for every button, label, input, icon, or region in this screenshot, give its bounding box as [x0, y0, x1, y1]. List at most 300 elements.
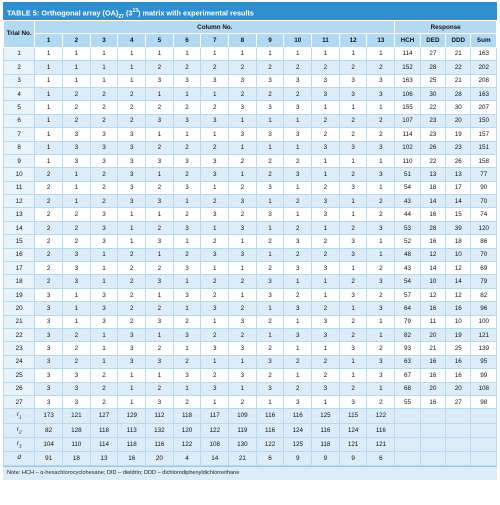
- table-cell: 3: [118, 141, 146, 154]
- table-cell: 1: [229, 47, 257, 60]
- table-cell: 53: [395, 221, 420, 234]
- table-cell: 2: [256, 262, 284, 275]
- table-cell: 2: [284, 87, 312, 100]
- table-cell: 1: [35, 87, 63, 100]
- table-cell: 2: [367, 342, 395, 355]
- table-cell: 3: [229, 74, 257, 87]
- table-cell: 14: [420, 195, 445, 208]
- table-cell: 1: [173, 235, 201, 248]
- table-cell: 208: [471, 74, 497, 87]
- factor-value-cell: 108: [201, 437, 229, 451]
- table-cell: 2: [312, 114, 340, 127]
- factor-value-cell: 118: [173, 409, 201, 423]
- factor-value-cell: 121: [339, 437, 367, 451]
- table-cell: 2: [90, 87, 118, 100]
- table-cell: 1: [284, 315, 312, 328]
- trial-number-cell: 16: [4, 248, 35, 261]
- table-cell: 2: [201, 235, 229, 248]
- column-header-4: 4: [118, 34, 146, 47]
- table-cell: 3: [339, 288, 367, 301]
- table-cell: 2: [90, 114, 118, 127]
- factor-value-cell: 115: [339, 409, 367, 423]
- table-cell: 1: [63, 315, 91, 328]
- table-cell: 43: [395, 195, 420, 208]
- table-cell: 1: [256, 302, 284, 315]
- table-cell: 3: [256, 181, 284, 194]
- table-cell: 1: [256, 114, 284, 127]
- table-cell: 1: [339, 302, 367, 315]
- table-cell: 1: [35, 114, 63, 127]
- table-cell: 3: [367, 355, 395, 368]
- table-cell: 3: [118, 128, 146, 141]
- table-cell: 64: [395, 302, 420, 315]
- table-cell: 3: [118, 328, 146, 341]
- table-cell: 20: [446, 114, 471, 127]
- table-cell: 3: [256, 275, 284, 288]
- table-cell: 54: [395, 275, 420, 288]
- table-cell: 1: [229, 141, 257, 154]
- table-cell: 3: [63, 262, 91, 275]
- factor-value-cell: 121: [367, 437, 395, 451]
- column-header-8: 8: [229, 34, 257, 47]
- table-cell: 23: [420, 114, 445, 127]
- column-header-13: 13: [367, 34, 395, 47]
- table-cell: 114: [395, 128, 420, 141]
- table-cell: 1: [35, 101, 63, 114]
- column-header-6: 6: [173, 34, 201, 47]
- table-cell: 1: [35, 128, 63, 141]
- table-cell: 22: [420, 154, 445, 167]
- table-cell: 3: [312, 87, 340, 100]
- table-cell: 152: [395, 61, 420, 74]
- table-cell: 3: [367, 87, 395, 100]
- table-cell: 2: [173, 168, 201, 181]
- table-cell: 1: [312, 275, 340, 288]
- table-cell: 3: [312, 328, 340, 341]
- table-cell: 3: [229, 315, 257, 328]
- factor-value-cell: 124: [339, 423, 367, 437]
- column-group-header: Column No.: [35, 21, 395, 34]
- table-cell: 2: [90, 195, 118, 208]
- table-cell: 2: [146, 181, 174, 194]
- table-cell: 1: [90, 61, 118, 74]
- table-cell: 1: [312, 342, 340, 355]
- table-row: [4, 74, 497, 87]
- table-cell: 79: [395, 315, 420, 328]
- factor-value-cell: 114: [90, 437, 118, 451]
- factor-row: [4, 452, 497, 466]
- table-row: [4, 275, 497, 288]
- table-cell: 25: [446, 342, 471, 355]
- factor-value-cell: 13: [90, 452, 118, 466]
- empty-cell: [446, 452, 471, 466]
- empty-cell: [395, 452, 420, 466]
- empty-cell: [471, 437, 497, 451]
- table-cell: 3: [284, 262, 312, 275]
- table-cell: 1: [201, 355, 229, 368]
- trial-number-cell: 22: [4, 328, 35, 341]
- table-cell: 3: [367, 74, 395, 87]
- table-cell: 3: [229, 248, 257, 261]
- table-cell: 16: [420, 355, 445, 368]
- table-cell: 2: [90, 168, 118, 181]
- table-cell: 3: [146, 195, 174, 208]
- table-cell: 19: [446, 328, 471, 341]
- table-cell: 3: [284, 128, 312, 141]
- table-cell: 2: [201, 101, 229, 114]
- table-cell: 2: [201, 195, 229, 208]
- table-cell: 207: [471, 101, 497, 114]
- table-cell: 2: [229, 208, 257, 221]
- factor-value-cell: 82: [35, 423, 63, 437]
- table-cell: 2: [118, 87, 146, 100]
- table-cell: 1: [367, 154, 395, 167]
- table-cell: 1: [90, 47, 118, 60]
- table-row: [4, 114, 497, 127]
- table-cell: 3: [35, 328, 63, 341]
- table-cell: 12: [446, 288, 471, 301]
- table-cell: 1: [284, 342, 312, 355]
- factor-label-cell: $r_2$: [4, 423, 35, 437]
- table-cell: 13: [446, 168, 471, 181]
- table-cell: 1: [339, 154, 367, 167]
- table-cell: 1: [146, 128, 174, 141]
- table-cell: 3: [229, 101, 257, 114]
- table-cell: 1: [284, 47, 312, 60]
- table-cell: 2: [367, 288, 395, 301]
- empty-cell: [471, 409, 497, 423]
- table-cell: 93: [395, 342, 420, 355]
- table-cell: 1: [118, 221, 146, 234]
- table-cell: 3: [90, 315, 118, 328]
- empty-cell: [420, 409, 445, 423]
- table-cell: 21: [420, 342, 445, 355]
- table-cell: 2: [229, 61, 257, 74]
- table-cell: 3: [312, 141, 340, 154]
- table-cell: 157: [471, 128, 497, 141]
- table-cell: 2: [90, 101, 118, 114]
- table-cell: 3: [63, 141, 91, 154]
- table-cell: 1: [367, 328, 395, 341]
- table-cell: 70: [471, 248, 497, 261]
- table-cell: 21: [446, 47, 471, 60]
- table-cell: 2: [256, 235, 284, 248]
- factor-value-cell: 122: [367, 409, 395, 423]
- table-cell: 2: [339, 328, 367, 341]
- table-cell: 2: [35, 181, 63, 194]
- factor-value-cell: 18: [63, 452, 91, 466]
- table-cell: 39: [446, 221, 471, 234]
- table-cell: 2: [35, 168, 63, 181]
- factor-value-cell: 122: [173, 437, 201, 451]
- table-cell: 1: [229, 288, 257, 301]
- column-header-9: 9: [256, 34, 284, 47]
- table-cell: 3: [312, 315, 340, 328]
- trial-header: Trial No.: [4, 21, 35, 48]
- factor-value-cell: 9: [312, 452, 340, 466]
- table-cell: 1: [63, 47, 91, 60]
- table-cell: 2: [35, 221, 63, 234]
- trial-number-cell: 18: [4, 275, 35, 288]
- table-cell: 2: [256, 154, 284, 167]
- factor-value-cell: 9: [339, 452, 367, 466]
- factor-label-cell: $r_3$: [4, 437, 35, 451]
- table-cell: 1: [201, 47, 229, 60]
- table-cell: 1: [90, 342, 118, 355]
- table-cell: 12: [446, 262, 471, 275]
- table-cell: 163: [471, 47, 497, 60]
- table-cell: 1: [312, 154, 340, 167]
- table-cell: 2: [173, 141, 201, 154]
- table-cell: 3: [367, 369, 395, 382]
- trial-number-cell: 3: [4, 74, 35, 87]
- table-cell: 3: [367, 275, 395, 288]
- table-cell: 3: [63, 128, 91, 141]
- column-header-7: 7: [201, 34, 229, 47]
- table-cell: 3: [90, 154, 118, 167]
- table-cell: 2: [118, 302, 146, 315]
- table-cell: 1: [339, 208, 367, 221]
- trial-number-cell: 10: [4, 168, 35, 181]
- table-cell: 2: [284, 355, 312, 368]
- table-row: [4, 195, 497, 208]
- table-cell: 1: [173, 382, 201, 395]
- table-cell: 17: [446, 181, 471, 194]
- table-cell: 2: [229, 328, 257, 341]
- table-cell: 2: [173, 208, 201, 221]
- column-header-5: 5: [146, 34, 174, 47]
- table-cell: 163: [471, 87, 497, 100]
- table-cell: 2: [284, 248, 312, 261]
- table-cell: 3: [146, 74, 174, 87]
- response-header-ddd: DDD: [446, 34, 471, 47]
- table-cell: 2: [339, 61, 367, 74]
- table-cell: 3: [201, 74, 229, 87]
- table-cell: 1: [201, 395, 229, 408]
- table-cell: 3: [90, 235, 118, 248]
- table-row: [4, 328, 497, 341]
- table-cell: 86: [471, 235, 497, 248]
- table-cell: 2: [63, 355, 91, 368]
- table-cell: 3: [256, 74, 284, 87]
- factor-value-cell: 125: [284, 437, 312, 451]
- table-row: [4, 141, 497, 154]
- table-cell: 2: [312, 302, 340, 315]
- table-cell: 2: [63, 342, 91, 355]
- table-cell: 3: [256, 208, 284, 221]
- table-cell: 3: [173, 328, 201, 341]
- table-cell: 2: [284, 61, 312, 74]
- table-cell: 3: [173, 114, 201, 127]
- factor-value-cell: 110: [63, 437, 91, 451]
- table-cell: 28: [420, 61, 445, 74]
- table-cell: 2: [63, 221, 91, 234]
- table-cell: 1: [367, 382, 395, 395]
- table-cell: 2: [229, 302, 257, 315]
- table-cell: 16: [446, 302, 471, 315]
- table-cell: 55: [395, 395, 420, 408]
- table-row: [4, 355, 497, 368]
- table-title-text: Orthogonal array (OA): [41, 8, 119, 18]
- table-cell: 2: [173, 248, 201, 261]
- factor-row: [4, 409, 497, 423]
- table-cell: 1: [256, 221, 284, 234]
- table-cell: 1: [256, 141, 284, 154]
- table-cell: 2: [339, 168, 367, 181]
- table-cell: 3: [173, 154, 201, 167]
- table-cell: 106: [395, 87, 420, 100]
- table-cell: 3: [312, 382, 340, 395]
- table-cell: 1: [284, 114, 312, 127]
- table-cell: 2: [312, 369, 340, 382]
- table-cell: 2: [118, 248, 146, 261]
- table-cell: 1: [90, 262, 118, 275]
- table-cell: 44: [395, 208, 420, 221]
- table-cell: 1: [146, 288, 174, 301]
- table-cell: 3: [118, 181, 146, 194]
- table-cell: 1: [284, 208, 312, 221]
- orthogonal-array-table: [3, 20, 497, 466]
- table-title: TABLE 5: Orthogonal array $(OA)_{27}$ $(3^{13})$ matrix with experimental results: [3, 2, 497, 20]
- factor-value-cell: 116: [367, 423, 395, 437]
- table-cell: 2: [118, 315, 146, 328]
- table-cell: 79: [471, 275, 497, 288]
- table-cell: 2: [284, 221, 312, 234]
- table-cell: 107: [395, 114, 420, 127]
- empty-cell: [420, 452, 445, 466]
- empty-cell: [395, 423, 420, 437]
- table-cell: 110: [395, 154, 420, 167]
- table-cell: 2: [339, 275, 367, 288]
- factor-value-cell: 4: [173, 452, 201, 466]
- table-cell: 3: [90, 128, 118, 141]
- table-cell: 1: [339, 101, 367, 114]
- table-cell: 1: [118, 208, 146, 221]
- table-cell: 3: [146, 114, 174, 127]
- table-cell: 2: [367, 262, 395, 275]
- table-cell: 3: [201, 114, 229, 127]
- table-row: [4, 128, 497, 141]
- table-cell: 2: [312, 355, 340, 368]
- table-cell: 1: [284, 369, 312, 382]
- factor-value-cell: 16: [118, 452, 146, 466]
- table-cell: 108: [471, 382, 497, 395]
- factor-value-cell: 6: [367, 452, 395, 466]
- table-cell: 63: [395, 355, 420, 368]
- table-cell: 2: [35, 248, 63, 261]
- table-cell: 1: [63, 288, 91, 301]
- table-cell: 3: [63, 369, 91, 382]
- table-cell: 1: [146, 87, 174, 100]
- table-cell: 1: [118, 47, 146, 60]
- table-cell: 21: [446, 74, 471, 87]
- table-cell: 2: [146, 302, 174, 315]
- table-cell: 12: [420, 288, 445, 301]
- table-cell: 2: [367, 114, 395, 127]
- table-cell: 3: [229, 342, 257, 355]
- factor-value-cell: 116: [284, 409, 312, 423]
- table-cell: 2: [229, 154, 257, 167]
- factor-value-cell: 109: [229, 409, 257, 423]
- table-row: [4, 262, 497, 275]
- factor-value-cell: 128: [63, 423, 91, 437]
- table-row: [4, 302, 497, 315]
- table-cell: 120: [471, 221, 497, 234]
- table-cell: 1: [367, 181, 395, 194]
- table-cell: 2: [201, 369, 229, 382]
- trial-number-cell: 27: [4, 395, 35, 408]
- table-cell: 100: [471, 315, 497, 328]
- table-cell: 16: [420, 235, 445, 248]
- table-cell: 3: [201, 248, 229, 261]
- factor-value-cell: 116: [312, 423, 340, 437]
- table-cell: 2: [146, 141, 174, 154]
- table-cell: 2: [118, 262, 146, 275]
- table-cell: 3: [90, 141, 118, 154]
- empty-cell: [446, 437, 471, 451]
- table-cell: 3: [201, 302, 229, 315]
- table-cell: 16: [420, 302, 445, 315]
- table-cell: 3: [35, 288, 63, 301]
- table-cell: 1: [201, 221, 229, 234]
- table-cell: 82: [395, 328, 420, 341]
- table-cell: 26: [446, 154, 471, 167]
- table-cell: 2: [118, 114, 146, 127]
- table-cell: 1: [312, 221, 340, 234]
- table-container: [3, 2, 497, 480]
- table-row: [4, 248, 497, 261]
- table-cell: 2: [63, 235, 91, 248]
- table-cell: 1: [229, 262, 257, 275]
- table-cell: 51: [395, 168, 420, 181]
- table-cell: 3: [367, 302, 395, 315]
- factor-row: [4, 423, 497, 437]
- table-row: [4, 342, 497, 355]
- table-cell: 28: [446, 87, 471, 100]
- empty-cell: [395, 409, 420, 423]
- table-cell: 3: [284, 101, 312, 114]
- table-cell: 16: [420, 369, 445, 382]
- table-cell: 155: [395, 101, 420, 114]
- table-cell: 3: [256, 382, 284, 395]
- factor-value-cell: 124: [284, 423, 312, 437]
- table-cell: 2: [312, 248, 340, 261]
- table-cell: 2: [284, 288, 312, 301]
- table-cell: 1: [229, 235, 257, 248]
- table-cell: 158: [471, 154, 497, 167]
- table-cell: 3: [367, 168, 395, 181]
- table-cell: 3: [63, 275, 91, 288]
- table-cell: 3: [35, 382, 63, 395]
- table-cell: 90: [471, 181, 497, 194]
- table-cell: 23: [420, 128, 445, 141]
- table-cell: 1: [256, 47, 284, 60]
- table-cell: 3: [256, 128, 284, 141]
- table-cell: 2: [284, 195, 312, 208]
- table-cell: 1: [63, 181, 91, 194]
- table-row: [4, 101, 497, 114]
- table-cell: 10: [420, 275, 445, 288]
- table-row: [4, 315, 497, 328]
- table-cell: 1: [201, 128, 229, 141]
- table-cell: 1: [312, 395, 340, 408]
- table-cell: 1: [173, 47, 201, 60]
- table-cell: 3: [339, 87, 367, 100]
- table-cell: 11: [420, 315, 445, 328]
- table-cell: 3: [173, 262, 201, 275]
- table-cell: 2: [90, 181, 118, 194]
- column-header-10: 10: [284, 34, 312, 47]
